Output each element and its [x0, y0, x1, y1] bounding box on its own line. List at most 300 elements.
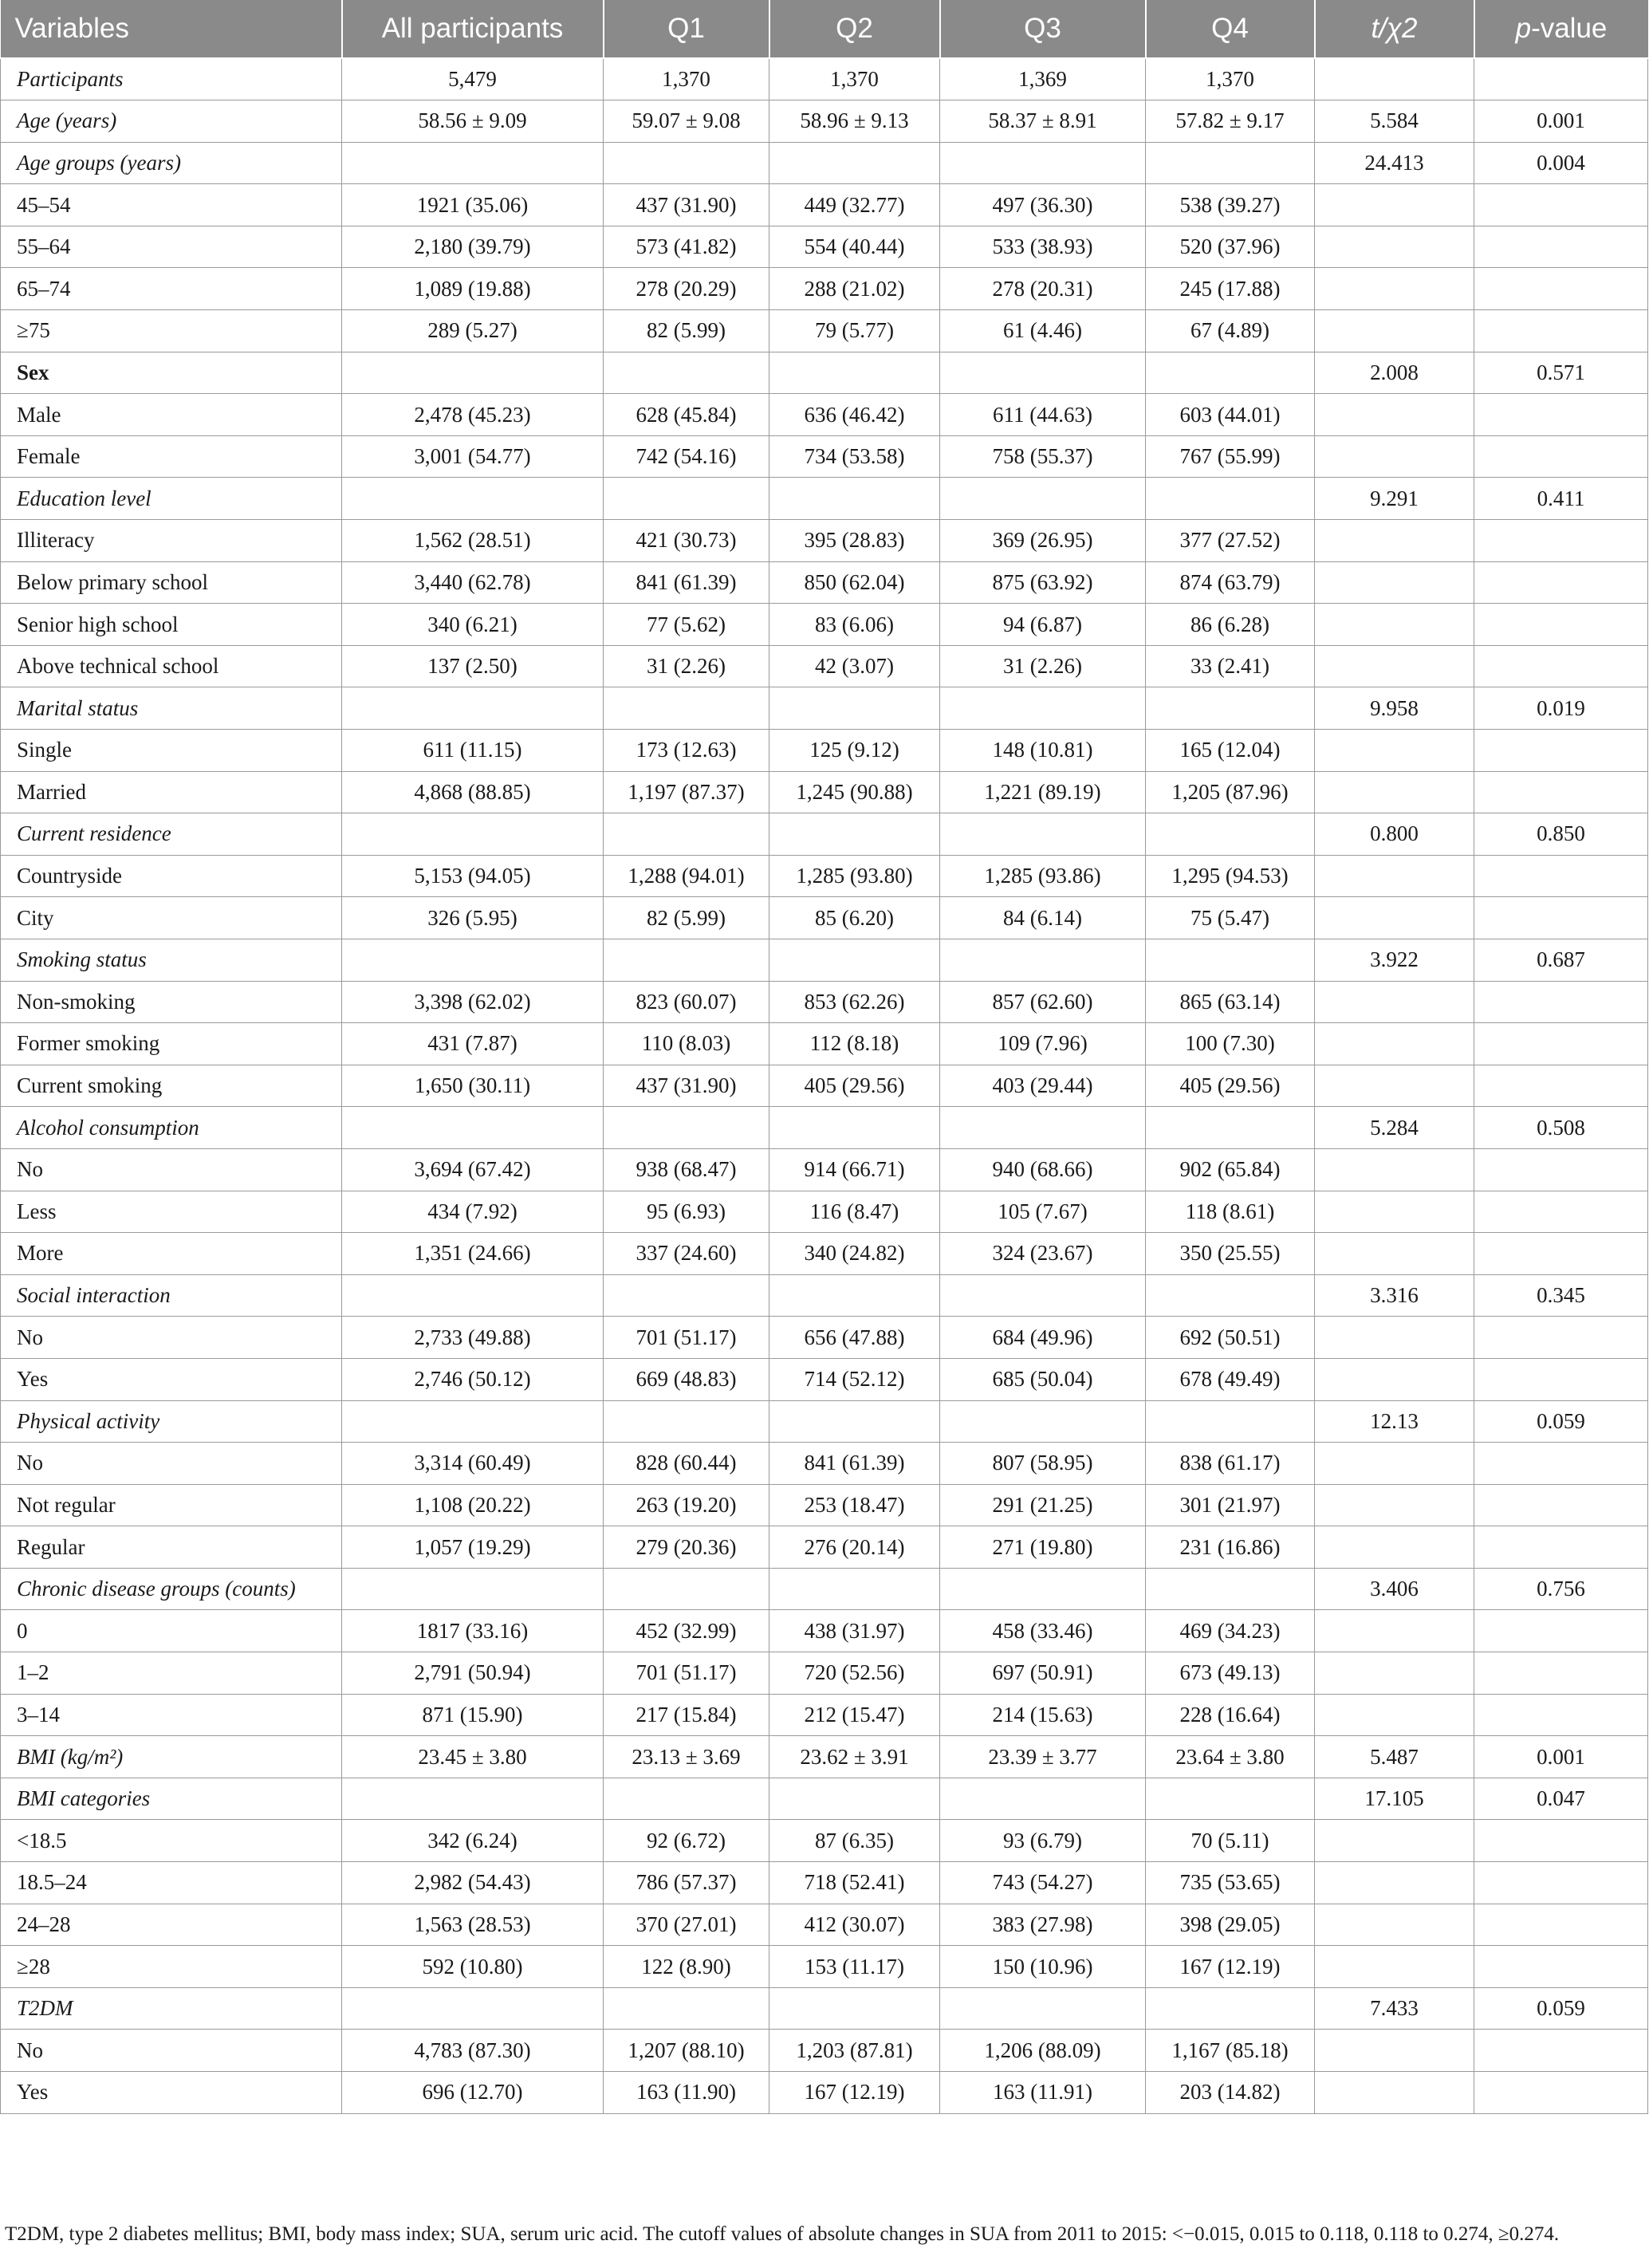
table-row — [1, 100, 1648, 143]
cell-test-statistic — [1315, 981, 1474, 1023]
cell-all-participants: 1,351 (24.66) — [342, 1233, 604, 1275]
cell-q3: 940 (68.66) — [940, 1148, 1146, 1191]
cell-q4: 902 (65.84) — [1146, 1148, 1315, 1191]
table-body — [1, 58, 1648, 2113]
row-label: Male — [1, 394, 342, 436]
cell-q3: 697 (50.91) — [940, 1652, 1146, 1695]
cell-q1 — [604, 352, 769, 394]
table-row — [1, 771, 1648, 813]
cell-q3: 214 (15.63) — [940, 1694, 1146, 1736]
cell-q4: 398 (29.05) — [1146, 1904, 1315, 1946]
cell-test-statistic — [1315, 897, 1474, 939]
cell-q1: 278 (20.29) — [604, 268, 769, 310]
row-label: BMI categories — [1, 1778, 342, 1820]
header-q4: Q4 — [1146, 0, 1315, 58]
cell-q3: 875 (63.92) — [940, 561, 1146, 604]
cell-p-value — [1474, 184, 1648, 226]
cell-test-statistic: 3.406 — [1315, 1568, 1474, 1610]
cell-q1: 1,207 (88.10) — [604, 2030, 769, 2072]
cell-p-value: 0.019 — [1474, 687, 1648, 730]
cell-all-participants — [342, 1274, 604, 1317]
cell-q3: 278 (20.31) — [940, 268, 1146, 310]
cell-all-participants: 342 (6.24) — [342, 1820, 604, 1862]
cell-q2 — [769, 813, 940, 856]
table-row — [1, 352, 1648, 394]
cell-q2: 405 (29.56) — [769, 1065, 940, 1107]
table-row — [1, 1904, 1648, 1946]
cell-q4: 57.82 ± 9.17 — [1146, 100, 1315, 143]
cell-q1: 370 (27.01) — [604, 1904, 769, 1946]
cell-all-participants: 1,650 (30.11) — [342, 1065, 604, 1107]
cell-p-value — [1474, 1610, 1648, 1652]
cell-q4: 1,205 (87.96) — [1146, 771, 1315, 813]
table-row — [1, 1736, 1648, 1778]
row-label: Above technical school — [1, 645, 342, 687]
cell-q3: 383 (27.98) — [940, 1904, 1146, 1946]
cell-q3: 458 (33.46) — [940, 1610, 1146, 1652]
cell-all-participants — [342, 478, 604, 520]
cell-all-participants: 5,153 (94.05) — [342, 855, 604, 897]
cell-p-value — [1474, 520, 1648, 562]
table-row — [1, 1317, 1648, 1359]
cell-q4: 100 (7.30) — [1146, 1023, 1315, 1065]
cell-q3 — [940, 1107, 1146, 1149]
cell-q2 — [769, 1400, 940, 1443]
row-label: 45–54 — [1, 184, 342, 226]
cell-q3: 611 (44.63) — [940, 394, 1146, 436]
cell-q2: 1,203 (87.81) — [769, 2030, 940, 2072]
row-label: Yes — [1, 1358, 342, 1400]
cell-q3: 1,206 (88.09) — [940, 2030, 1146, 2072]
cell-all-participants — [342, 1778, 604, 1820]
table-row — [1, 1820, 1648, 1862]
row-label: No — [1, 1148, 342, 1191]
cell-q1: 31 (2.26) — [604, 645, 769, 687]
cell-q3 — [940, 687, 1146, 730]
cell-q3: 61 (4.46) — [940, 310, 1146, 352]
table-row — [1, 394, 1648, 436]
row-label: Physical activity — [1, 1400, 342, 1443]
row-label: Single — [1, 730, 342, 772]
cell-q3: 369 (26.95) — [940, 520, 1146, 562]
cell-q3: 93 (6.79) — [940, 1820, 1146, 1862]
row-label: Social interaction — [1, 1274, 342, 1317]
cell-p-value — [1474, 1317, 1648, 1359]
cell-q2 — [769, 939, 940, 981]
cell-p-value — [1474, 1652, 1648, 1695]
cell-q4: 86 (6.28) — [1146, 604, 1315, 646]
cell-q4 — [1146, 352, 1315, 394]
cell-test-statistic — [1315, 1652, 1474, 1695]
cell-p-value: 0.345 — [1474, 1274, 1648, 1317]
row-label: Alcohol consumption — [1, 1107, 342, 1149]
table-row — [1, 939, 1648, 981]
row-label: T2DM — [1, 1987, 342, 2030]
row-label: 18.5–24 — [1, 1862, 342, 1904]
cell-all-participants: 3,314 (60.49) — [342, 1443, 604, 1485]
cell-all-participants: 3,694 (67.42) — [342, 1148, 604, 1191]
cell-test-statistic — [1315, 1484, 1474, 1526]
cell-q4: 231 (16.86) — [1146, 1526, 1315, 1569]
cell-p-value: 0.059 — [1474, 1400, 1648, 1443]
cell-test-statistic: 17.105 — [1315, 1778, 1474, 1820]
cell-q4: 538 (39.27) — [1146, 184, 1315, 226]
cell-q1: 823 (60.07) — [604, 981, 769, 1023]
cell-q1 — [604, 1400, 769, 1443]
cell-p-value — [1474, 1694, 1648, 1736]
cell-q2 — [769, 352, 940, 394]
table-row — [1, 730, 1648, 772]
cell-test-statistic — [1315, 1610, 1474, 1652]
cell-p-value — [1474, 730, 1648, 772]
cell-test-statistic — [1315, 1233, 1474, 1275]
cell-q3: 684 (49.96) — [940, 1317, 1146, 1359]
cell-q2: 395 (28.83) — [769, 520, 940, 562]
cell-p-value — [1474, 604, 1648, 646]
cell-p-value: 0.508 — [1474, 1107, 1648, 1149]
cell-test-statistic — [1315, 310, 1474, 352]
cell-q1: 82 (5.99) — [604, 310, 769, 352]
cell-q3: 291 (21.25) — [940, 1484, 1146, 1526]
cell-q2: 42 (3.07) — [769, 645, 940, 687]
cell-q4: 33 (2.41) — [1146, 645, 1315, 687]
cell-q2: 87 (6.35) — [769, 1820, 940, 1862]
cell-q4: 1,370 — [1146, 58, 1315, 100]
cell-q2: 636 (46.42) — [769, 394, 940, 436]
cell-q3: 58.37 ± 8.91 — [940, 100, 1146, 143]
table-row — [1, 1148, 1648, 1191]
cell-test-statistic: 2.008 — [1315, 352, 1474, 394]
cell-q1: 337 (24.60) — [604, 1233, 769, 1275]
cell-q4: 165 (12.04) — [1146, 730, 1315, 772]
cell-q2: 449 (32.77) — [769, 184, 940, 226]
table-footnote: T2DM, type 2 diabetes mellitus; BMI, body mass index; SUA, serum uric acid. The cutoff values of absolute changes in SUA from 2011 to 2015: <−0.015, 0.015 to 0.118, 0.118 to 0.274, ≥0.274. — [5, 2223, 1560, 2245]
cell-test-statistic: 7.433 — [1315, 1987, 1474, 2030]
cell-test-statistic — [1315, 1023, 1474, 1065]
table-row — [1, 1191, 1648, 1233]
cell-p-value — [1474, 394, 1648, 436]
cell-all-participants — [342, 813, 604, 856]
cell-all-participants — [342, 1987, 604, 2030]
row-label: Senior high school — [1, 604, 342, 646]
cell-p-value — [1474, 1946, 1648, 1988]
cell-test-statistic: 9.291 — [1315, 478, 1474, 520]
cell-all-participants: 2,733 (49.88) — [342, 1317, 604, 1359]
cell-all-participants — [342, 142, 604, 184]
cell-q3 — [940, 1274, 1146, 1317]
cell-q1 — [604, 813, 769, 856]
cell-all-participants: 2,180 (39.79) — [342, 226, 604, 268]
row-label: Married — [1, 771, 342, 813]
cell-q4: 678 (49.49) — [1146, 1358, 1315, 1400]
cell-test-statistic — [1315, 1065, 1474, 1107]
cell-q1 — [604, 1778, 769, 1820]
cell-q1 — [604, 687, 769, 730]
cell-q3: 109 (7.96) — [940, 1023, 1146, 1065]
cell-test-statistic: 0.800 — [1315, 813, 1474, 856]
cell-q4 — [1146, 142, 1315, 184]
cell-p-value — [1474, 1233, 1648, 1275]
cell-all-participants: 1921 (35.06) — [342, 184, 604, 226]
cell-q1: 786 (57.37) — [604, 1862, 769, 1904]
cell-q3: 105 (7.67) — [940, 1191, 1146, 1233]
table-row — [1, 310, 1648, 352]
cell-q2: 23.62 ± 3.91 — [769, 1736, 940, 1778]
cell-test-statistic — [1315, 2030, 1474, 2072]
cell-p-value — [1474, 226, 1648, 268]
cell-p-value: 0.756 — [1474, 1568, 1648, 1610]
row-label: Female — [1, 435, 342, 478]
cell-q1: 263 (19.20) — [604, 1484, 769, 1526]
cell-all-participants: 326 (5.95) — [342, 897, 604, 939]
cell-test-statistic — [1315, 1526, 1474, 1569]
cell-q1: 437 (31.90) — [604, 184, 769, 226]
cell-q2: 734 (53.58) — [769, 435, 940, 478]
row-label: 24–28 — [1, 1904, 342, 1946]
cell-all-participants — [342, 687, 604, 730]
cell-q4 — [1146, 687, 1315, 730]
cell-q1 — [604, 1568, 769, 1610]
cell-q4 — [1146, 1568, 1315, 1610]
cell-q4: 377 (27.52) — [1146, 520, 1315, 562]
cell-q4: 75 (5.47) — [1146, 897, 1315, 939]
cell-q1 — [604, 1987, 769, 2030]
cell-q4: 735 (53.65) — [1146, 1862, 1315, 1904]
row-label: Yes — [1, 2072, 342, 2114]
cell-q2: 438 (31.97) — [769, 1610, 940, 1652]
cell-p-value — [1474, 1023, 1648, 1065]
cell-q1 — [604, 478, 769, 520]
row-label: Sex — [1, 352, 342, 394]
table-row — [1, 226, 1648, 268]
table-row — [1, 981, 1648, 1023]
cell-q2: 1,245 (90.88) — [769, 771, 940, 813]
cell-q2: 212 (15.47) — [769, 1694, 940, 1736]
cell-q4: 603 (44.01) — [1146, 394, 1315, 436]
cell-q1: 59.07 ± 9.08 — [604, 100, 769, 143]
cell-test-statistic — [1315, 226, 1474, 268]
cell-q1: 1,370 — [604, 58, 769, 100]
row-label: 55–64 — [1, 226, 342, 268]
cell-q4: 301 (21.97) — [1146, 1484, 1315, 1526]
row-label: ≥75 — [1, 310, 342, 352]
row-label: ≥28 — [1, 1946, 342, 1988]
cell-test-statistic — [1315, 561, 1474, 604]
row-label: 0 — [1, 1610, 342, 1652]
cell-all-participants: 434 (7.92) — [342, 1191, 604, 1233]
cell-p-value — [1474, 1443, 1648, 1485]
cell-test-statistic: 24.413 — [1315, 142, 1474, 184]
cell-all-participants: 4,783 (87.30) — [342, 2030, 604, 2072]
header-q3: Q3 — [940, 0, 1146, 58]
cell-all-participants: 1817 (33.16) — [342, 1610, 604, 1652]
cell-p-value — [1474, 58, 1648, 100]
cell-q4: 838 (61.17) — [1146, 1443, 1315, 1485]
row-label: Below primary school — [1, 561, 342, 604]
cell-p-value: 0.004 — [1474, 142, 1648, 184]
row-label: No — [1, 1317, 342, 1359]
cell-q1: 217 (15.84) — [604, 1694, 769, 1736]
cell-q1: 938 (68.47) — [604, 1148, 769, 1191]
cell-all-participants: 4,868 (88.85) — [342, 771, 604, 813]
cell-q1 — [604, 1107, 769, 1149]
cell-q3: 743 (54.27) — [940, 1862, 1146, 1904]
cell-q4: 167 (12.19) — [1146, 1946, 1315, 1988]
cell-q1: 77 (5.62) — [604, 604, 769, 646]
cell-q4 — [1146, 939, 1315, 981]
cell-q4: 692 (50.51) — [1146, 1317, 1315, 1359]
cell-q2: 718 (52.41) — [769, 1862, 940, 1904]
cell-q1: 163 (11.90) — [604, 2072, 769, 2114]
cell-q1: 23.13 ± 3.69 — [604, 1736, 769, 1778]
table-row — [1, 1484, 1648, 1526]
cell-q2: 116 (8.47) — [769, 1191, 940, 1233]
cell-q2: 253 (18.47) — [769, 1484, 940, 1526]
cell-all-participants: 2,791 (50.94) — [342, 1652, 604, 1695]
cell-all-participants: 2,982 (54.43) — [342, 1862, 604, 1904]
cell-q1 — [604, 142, 769, 184]
cell-all-participants: 611 (11.15) — [342, 730, 604, 772]
cell-q3 — [940, 1778, 1146, 1820]
cell-q4: 405 (29.56) — [1146, 1065, 1315, 1107]
cell-q4 — [1146, 1274, 1315, 1317]
cell-all-participants — [342, 939, 604, 981]
cell-q2: 914 (66.71) — [769, 1148, 940, 1191]
cell-q3: 685 (50.04) — [940, 1358, 1146, 1400]
cell-q3: 23.39 ± 3.77 — [940, 1736, 1146, 1778]
cell-all-participants: 5,479 — [342, 58, 604, 100]
cell-p-value: 0.850 — [1474, 813, 1648, 856]
cell-all-participants: 3,398 (62.02) — [342, 981, 604, 1023]
cell-p-value — [1474, 1904, 1648, 1946]
cell-q4 — [1146, 478, 1315, 520]
table-row — [1, 1862, 1648, 1904]
cell-q2: 85 (6.20) — [769, 897, 940, 939]
cell-q4: 350 (25.55) — [1146, 1233, 1315, 1275]
cell-q4: 874 (63.79) — [1146, 561, 1315, 604]
cell-q4 — [1146, 1400, 1315, 1443]
cell-q2: 841 (61.39) — [769, 1443, 940, 1485]
cell-q3 — [940, 1987, 1146, 2030]
cell-all-participants: 592 (10.80) — [342, 1946, 604, 1988]
header-q1: Q1 — [604, 0, 769, 58]
cell-q4: 203 (14.82) — [1146, 2072, 1315, 2114]
cell-q2 — [769, 1568, 940, 1610]
cell-test-statistic: 5.284 — [1315, 1107, 1474, 1149]
table-row — [1, 561, 1648, 604]
cell-p-value — [1474, 1065, 1648, 1107]
table-row — [1, 1946, 1648, 1988]
cell-q4 — [1146, 1987, 1315, 2030]
cell-q3: 533 (38.93) — [940, 226, 1146, 268]
cell-q2: 1,285 (93.80) — [769, 855, 940, 897]
cell-test-statistic — [1315, 1904, 1474, 1946]
cell-test-statistic: 3.316 — [1315, 1274, 1474, 1317]
cell-q4: 67 (4.89) — [1146, 310, 1315, 352]
row-label: 3–14 — [1, 1694, 342, 1736]
cell-q1 — [604, 1274, 769, 1317]
table-row — [1, 645, 1648, 687]
table-row — [1, 1400, 1648, 1443]
cell-test-statistic — [1315, 58, 1474, 100]
table-row — [1, 687, 1648, 730]
cell-test-statistic — [1315, 1443, 1474, 1485]
table-row — [1, 1694, 1648, 1736]
cell-q2: 340 (24.82) — [769, 1233, 940, 1275]
cell-q3 — [940, 1400, 1146, 1443]
row-label: Smoking status — [1, 939, 342, 981]
header-q2: Q2 — [769, 0, 940, 58]
cell-q4: 245 (17.88) — [1146, 268, 1315, 310]
cell-q3 — [940, 813, 1146, 856]
table-row — [1, 184, 1648, 226]
cell-test-statistic — [1315, 855, 1474, 897]
cell-q3: 94 (6.87) — [940, 604, 1146, 646]
cell-p-value: 0.059 — [1474, 1987, 1648, 2030]
table-row — [1, 1358, 1648, 1400]
cell-q1: 628 (45.84) — [604, 394, 769, 436]
cell-q4: 23.64 ± 3.80 — [1146, 1736, 1315, 1778]
cell-all-participants: 2,478 (45.23) — [342, 394, 604, 436]
cell-q2 — [769, 1987, 940, 2030]
cell-test-statistic — [1315, 1862, 1474, 1904]
cell-q3 — [940, 142, 1146, 184]
cell-all-participants: 3,001 (54.77) — [342, 435, 604, 478]
cell-q2: 79 (5.77) — [769, 310, 940, 352]
cell-q4: 767 (55.99) — [1146, 435, 1315, 478]
cell-p-value: 0.687 — [1474, 939, 1648, 981]
cell-test-statistic — [1315, 1694, 1474, 1736]
cell-q2: 83 (6.06) — [769, 604, 940, 646]
row-label: <18.5 — [1, 1820, 342, 1862]
cell-q1: 701 (51.17) — [604, 1652, 769, 1695]
cell-q2: 125 (9.12) — [769, 730, 940, 772]
table-row — [1, 1987, 1648, 2030]
cell-p-value — [1474, 1526, 1648, 1569]
cell-q3: 148 (10.81) — [940, 730, 1146, 772]
row-label: 1–2 — [1, 1652, 342, 1695]
header-all-participants: All participants — [342, 0, 604, 58]
cell-p-value: 0.571 — [1474, 352, 1648, 394]
cell-q4: 118 (8.61) — [1146, 1191, 1315, 1233]
table-row — [1, 604, 1648, 646]
row-label: Non-smoking — [1, 981, 342, 1023]
cell-q1: 122 (8.90) — [604, 1946, 769, 1988]
cell-q1 — [604, 939, 769, 981]
cell-q2 — [769, 142, 940, 184]
row-label: Age (years) — [1, 100, 342, 143]
cell-q2: 288 (21.02) — [769, 268, 940, 310]
cell-q3: 1,285 (93.86) — [940, 855, 1146, 897]
cell-p-value — [1474, 981, 1648, 1023]
cell-p-value — [1474, 855, 1648, 897]
cell-q1: 1,288 (94.01) — [604, 855, 769, 897]
cell-q1: 573 (41.82) — [604, 226, 769, 268]
cell-test-statistic: 3.922 — [1315, 939, 1474, 981]
cell-all-participants: 137 (2.50) — [342, 645, 604, 687]
cell-all-participants: 23.45 ± 3.80 — [342, 1736, 604, 1778]
cell-q3: 31 (2.26) — [940, 645, 1146, 687]
cell-test-statistic: 9.958 — [1315, 687, 1474, 730]
cell-q1: 95 (6.93) — [604, 1191, 769, 1233]
row-label: Regular — [1, 1526, 342, 1569]
cell-q2: 276 (20.14) — [769, 1526, 940, 1569]
cell-q4: 520 (37.96) — [1146, 226, 1315, 268]
cell-test-statistic — [1315, 1148, 1474, 1191]
cell-q1: 841 (61.39) — [604, 561, 769, 604]
row-label: Current residence — [1, 813, 342, 856]
cell-q4: 228 (16.64) — [1146, 1694, 1315, 1736]
